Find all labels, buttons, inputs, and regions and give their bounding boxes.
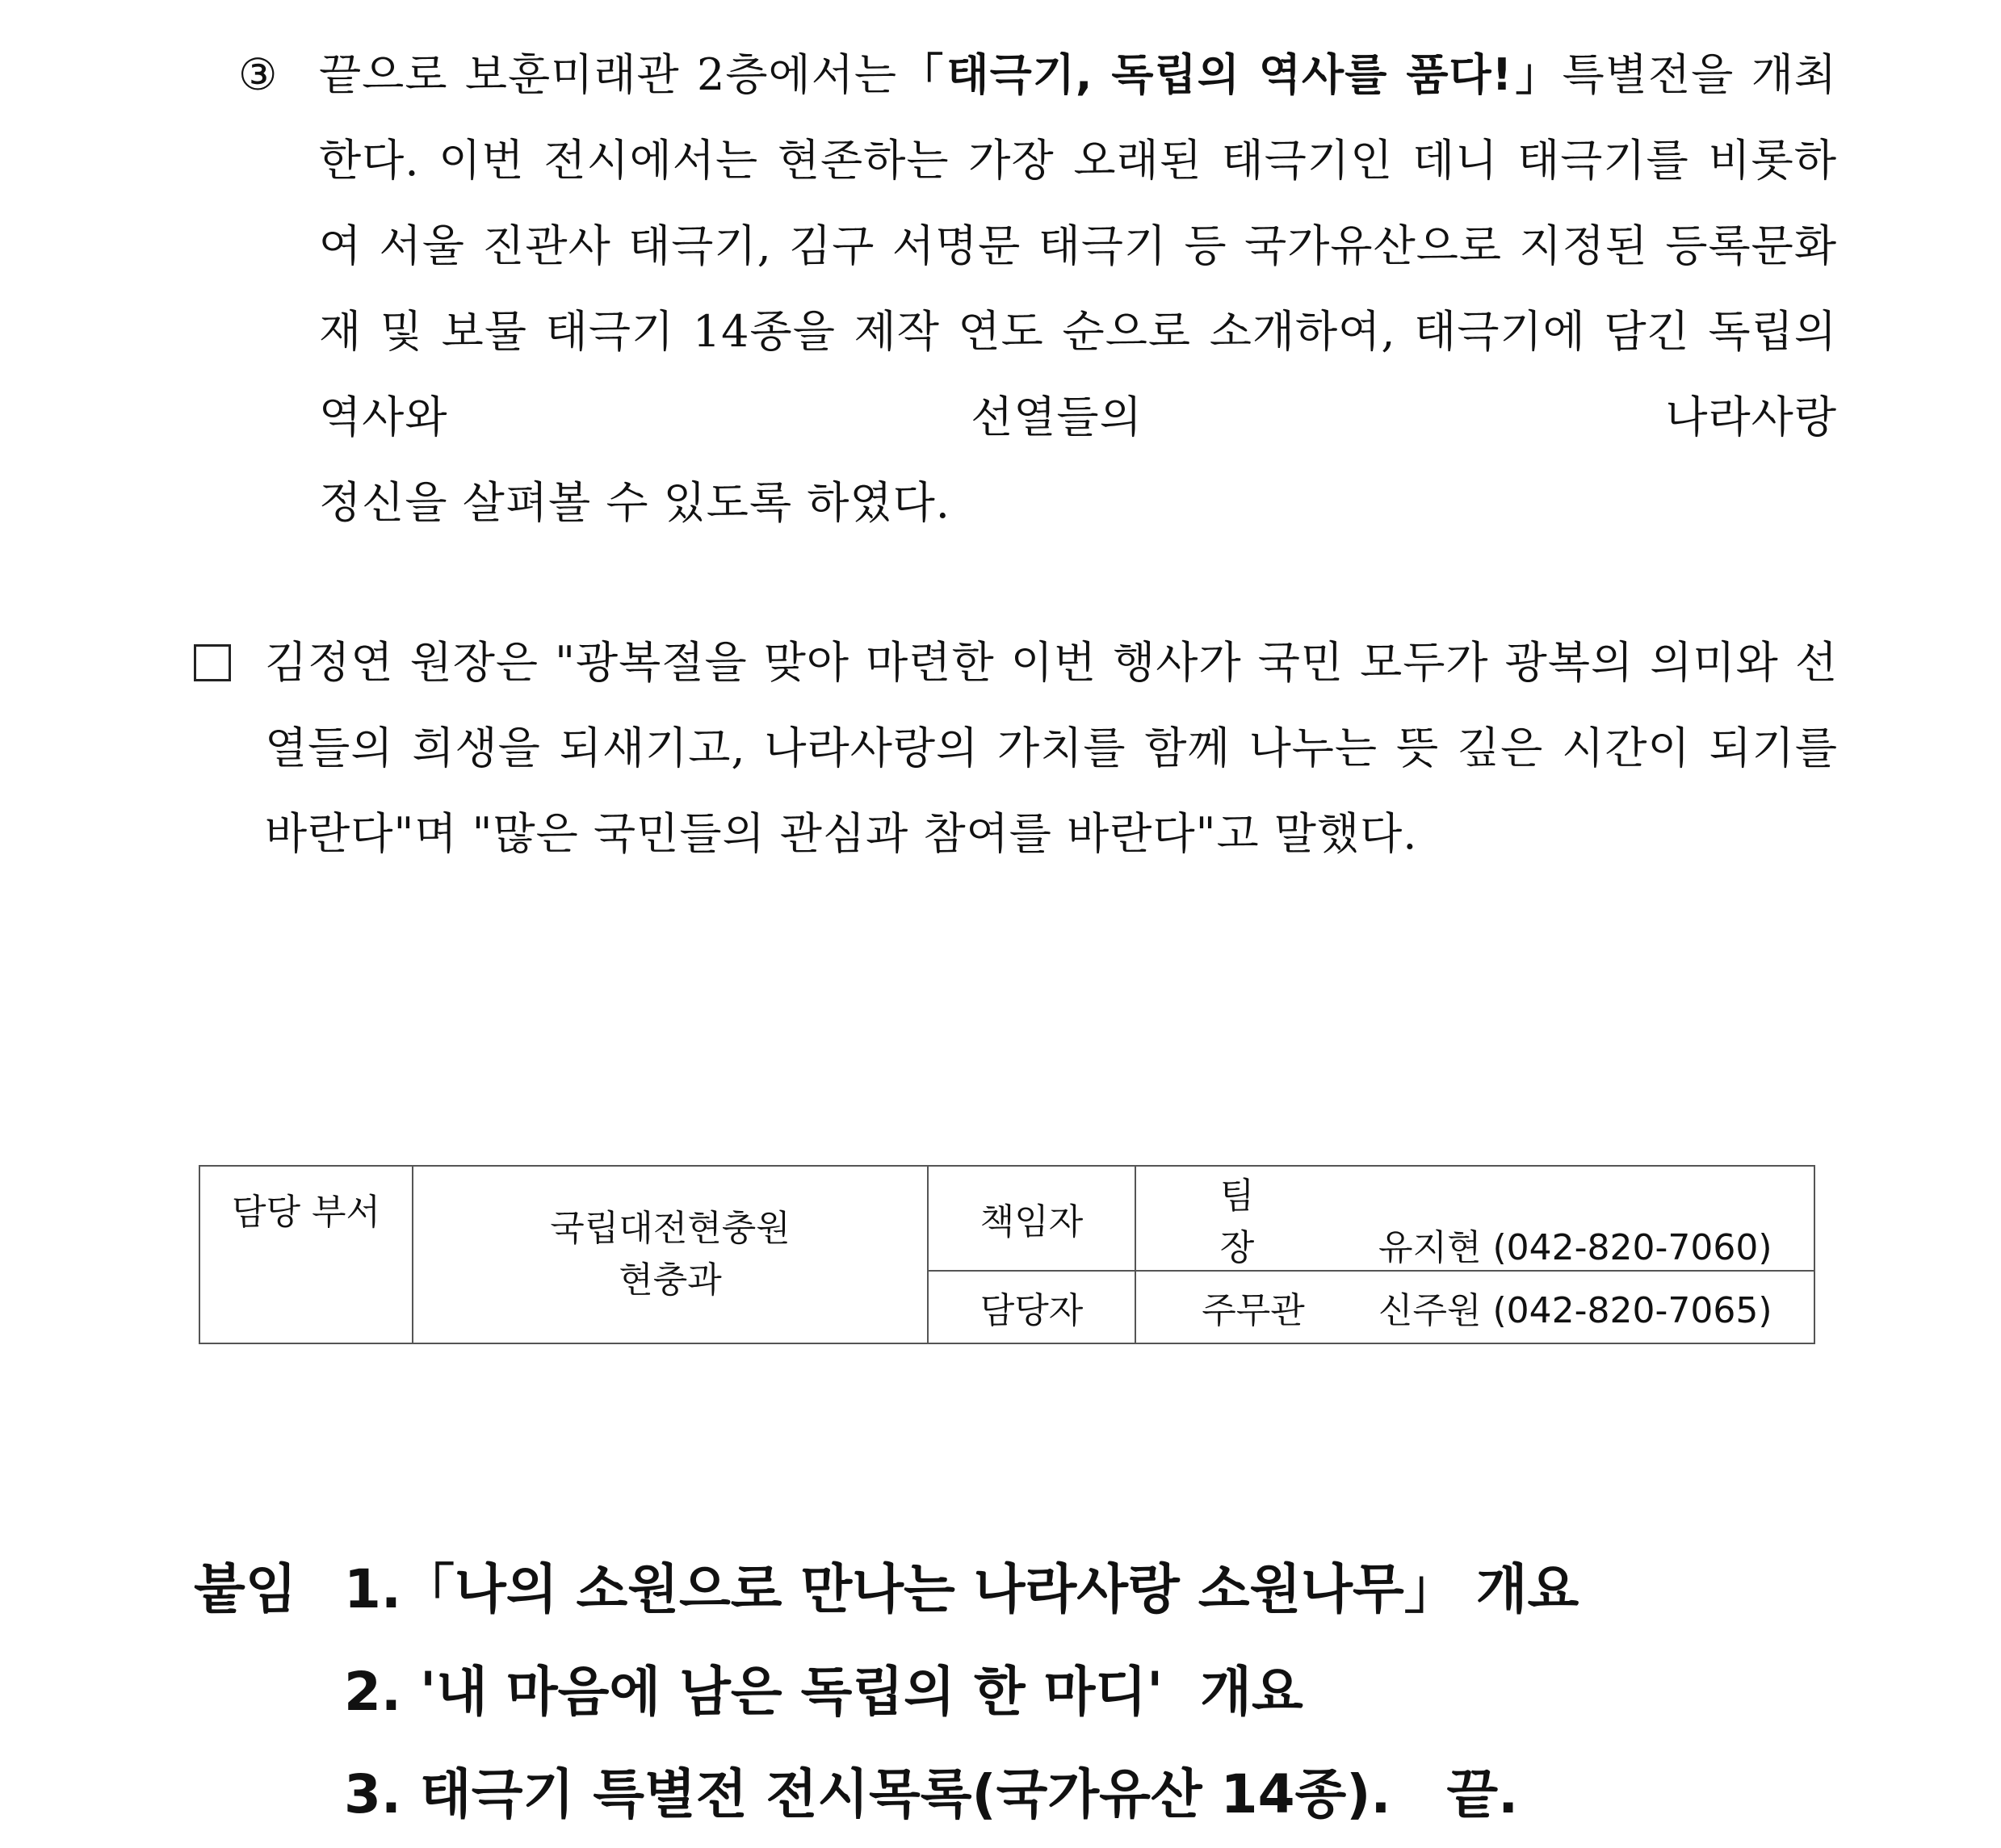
paragraph-line: 개최한다. 이번 전시에서는 현존하는 가장 오래된 태극기인 데니 (319, 49, 1838, 186)
attachments-list (344, 1538, 1849, 1846)
dept-label: 담당 부서 (231, 1192, 380, 1233)
paragraph-body (319, 32, 1837, 460)
attachment-item: 1.「나의 소원으로 만나는 나라사랑 소원나무」 개요 (344, 1558, 1579, 1620)
attachment-item: 3. 태극기 특별전 전시목록(국가유산 14종). 끝. (344, 1763, 1519, 1825)
attachments-label: 붙임 (194, 1558, 297, 1620)
circled-number-3: ③ (238, 49, 278, 100)
position-label: 주무관 (1202, 1290, 1305, 1331)
role-label: 책임자 (980, 1201, 1084, 1242)
paragraph-line1-part3: 특별전을 (1562, 49, 1735, 100)
role-label: 담당자 (980, 1290, 1084, 1331)
position-label: 팀장 (1219, 1175, 1287, 1268)
paragraph-line1-part1: 끝으로 보훈미래관 2층에서는 (319, 49, 898, 100)
paragraph-last-line-wrap (319, 460, 1837, 546)
quote-paragraph (194, 620, 1838, 877)
table-row (199, 1166, 1814, 1271)
dept-name: 국립대전현충원 (550, 1208, 791, 1249)
person-contact: 유지현 (042-820-7060) (1378, 1227, 1772, 1268)
role-cell (928, 1166, 1135, 1271)
person-cell (1135, 1166, 1814, 1271)
role-cell (928, 1271, 1135, 1343)
paragraph-line: 순으로 소개하여, 태극기에 담긴 독립의 역사와 선열들의 나라사랑 (319, 306, 1837, 442)
person-cell (1135, 1271, 1814, 1343)
dept-label-cell (199, 1166, 413, 1343)
checkbox-bullet-icon (194, 644, 231, 681)
paragraph-line: 태극기를 비롯하여 서울 진관사 태극기, 김구 서명문 태극기 등 (319, 135, 1837, 271)
paragraph-line: 국가유산으로 지정된 등록문화재 및 보물 태극기 14종을 제작 연도 (319, 220, 1837, 357)
dept-division: 현충과 (619, 1259, 722, 1301)
contact-table (199, 1165, 1815, 1344)
attachments-section (194, 1538, 1849, 1846)
exhibition-title: 「태극기, 독립의 역사를 품다!」 (897, 49, 1563, 100)
quote-text: 김정연 원장은 "광복절을 맞아 마련한 이번 행사가 국민 모두가 광복의 의미와 선열들의 희생을 되새기고, 나라사랑의 가치를 함께 나누는 뜻 깊은 시간이 되기를 바란다"며 "많은 국민들의 관심과 참여를 바란다"고 말했다. (265, 637, 1838, 859)
paragraph-last-line: 정신을 살펴볼 수 있도록 하였다. (319, 477, 950, 528)
attachment-item: 2. '내 마음에 남은 독립의 한 마디' 개요 (344, 1661, 1303, 1723)
dept-value-cell (413, 1166, 928, 1343)
person-contact: 신주원 (042-820-7065) (1378, 1290, 1772, 1331)
paragraph-item-3 (238, 32, 1837, 546)
